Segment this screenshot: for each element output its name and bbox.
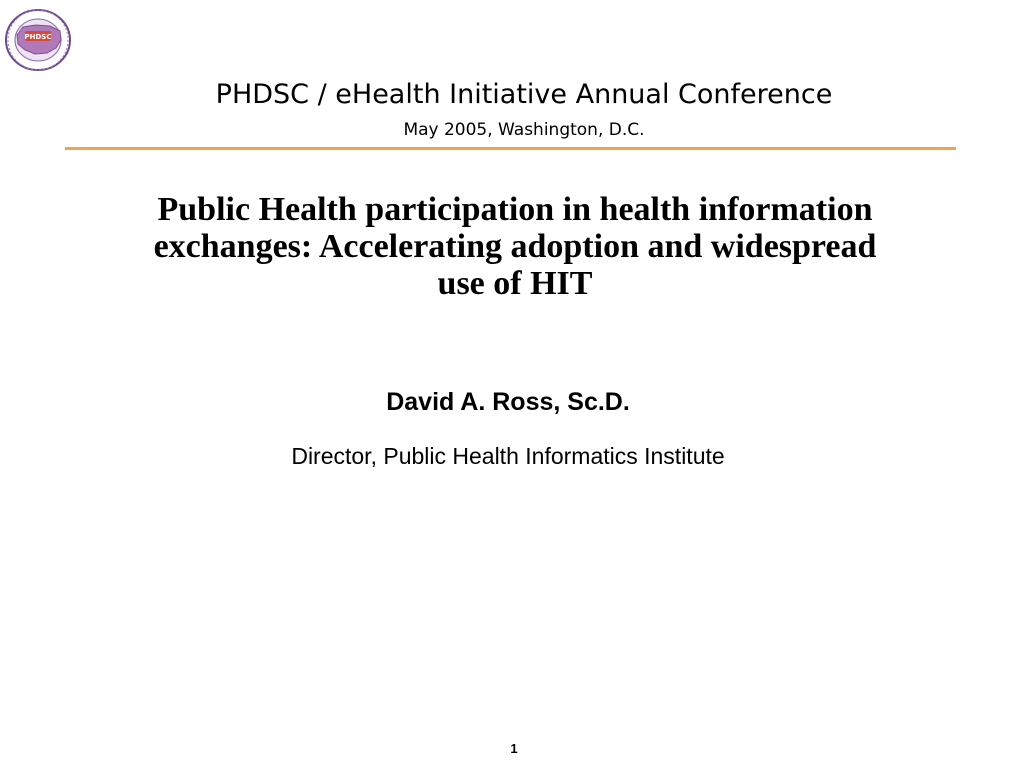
phdsc-seal-icon xyxy=(3,7,73,73)
speaker-name: David A. Ross, Sc.D. xyxy=(386,388,630,416)
svg-text:PHDSC: PHDSC xyxy=(24,33,52,41)
conference-date-location: May 2005, Washington, D.C. xyxy=(403,120,645,140)
presentation-title xyxy=(60,191,970,302)
presentation-title-line: Public Health participation in health information xyxy=(157,191,873,228)
page-number: 1 xyxy=(510,741,518,756)
conference-title: PHDSC / eHealth Initiative Annual Conference xyxy=(215,79,833,110)
header-divider xyxy=(65,147,956,150)
phdsc-logo xyxy=(3,7,73,73)
speaker-role: Director, Public Health Informatics Institute xyxy=(291,443,725,469)
presentation-title-line: use of HIT xyxy=(437,265,593,302)
presentation-title-line: exchanges: Accelerating adoption and widespread xyxy=(153,228,877,265)
